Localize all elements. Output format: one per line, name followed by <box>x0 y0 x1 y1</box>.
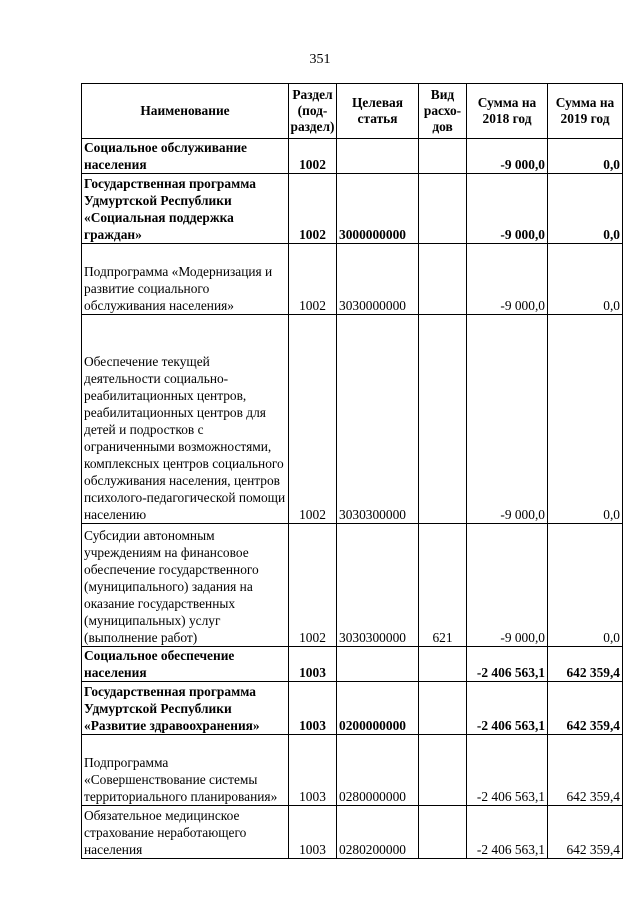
row-sum-2019: 642 359,4 <box>548 806 623 859</box>
row-type <box>419 647 467 682</box>
row-name: Государственная программа Удмуртской Республики «Развитие здравоохранения» <box>82 682 289 735</box>
row-section: 1002 <box>289 139 337 174</box>
budget-table <box>81 83 623 859</box>
row-type <box>419 735 467 806</box>
row-sum-2019: 642 359,4 <box>548 735 623 806</box>
table-row <box>82 174 623 244</box>
row-type <box>419 244 467 315</box>
row-target: 0280000000 <box>337 735 419 806</box>
row-name: Социальное обеспечение населения <box>82 647 289 682</box>
row-sum-2019: 642 359,4 <box>548 682 623 735</box>
row-sum-2019: 0,0 <box>548 524 623 647</box>
row-section: 1003 <box>289 682 337 735</box>
table-row <box>82 647 623 682</box>
row-target: 3030300000 <box>337 524 419 647</box>
row-sum-2018: -9 000,0 <box>467 174 548 244</box>
row-name: Социальное обслуживание населения <box>82 139 289 174</box>
row-sum-2019: 0,0 <box>548 244 623 315</box>
row-sum-2018: -9 000,0 <box>467 524 548 647</box>
row-sum-2018: -2 406 563,1 <box>467 735 548 806</box>
row-name: Подпрограмма «Модернизация и развитие социального обслуживания населения» <box>82 244 289 315</box>
header-name: Наименование <box>82 84 289 139</box>
row-target: 3000000000 <box>337 174 419 244</box>
row-type <box>419 174 467 244</box>
row-target: 0200000000 <box>337 682 419 735</box>
row-name: Обязательное медицинское страхование неработающего населения <box>82 806 289 859</box>
row-sum-2018: -2 406 563,1 <box>467 682 548 735</box>
row-section: 1003 <box>289 735 337 806</box>
row-type <box>419 139 467 174</box>
row-type: 621 <box>419 524 467 647</box>
header-row <box>82 84 623 139</box>
row-section: 1002 <box>289 315 337 524</box>
row-name: Обеспечение текущей деятельности социально-реабилитационных центров, реабилитационных центров для детей и подростков с ограниченными возможностями, комплексных центров социального обслуживания населения, центров психолого-педагогической помощи населению <box>82 315 289 524</box>
row-target <box>337 139 419 174</box>
row-section: 1002 <box>289 524 337 647</box>
row-section: 1002 <box>289 244 337 315</box>
header-sum-2019: Сумма на 2019 год <box>548 84 623 139</box>
row-section: 1002 <box>289 174 337 244</box>
row-target <box>337 647 419 682</box>
table-row <box>82 735 623 806</box>
table-row <box>82 244 623 315</box>
row-sum-2018: -9 000,0 <box>467 139 548 174</box>
row-type <box>419 806 467 859</box>
row-section: 1003 <box>289 806 337 859</box>
row-sum-2019: 0,0 <box>548 315 623 524</box>
table-row <box>82 315 623 524</box>
row-type <box>419 682 467 735</box>
row-sum-2018: -2 406 563,1 <box>467 806 548 859</box>
row-target: 0280200000 <box>337 806 419 859</box>
row-sum-2018: -9 000,0 <box>467 315 548 524</box>
row-sum-2019: 642 359,4 <box>548 647 623 682</box>
header-section: Раздел (под-раздел) <box>289 84 337 139</box>
row-name: Государственная программа Удмуртской Республики «Социальная поддержка граждан» <box>82 174 289 244</box>
row-name: Субсидии автономным учреждениям на финансовое обеспечение государственного (муниципального) задания на оказание государственных (муниципальных) услуг (выполнение работ) <box>82 524 289 647</box>
table-row <box>82 139 623 174</box>
row-section: 1003 <box>289 647 337 682</box>
row-target: 3030000000 <box>337 244 419 315</box>
header-target: Целевая статья <box>337 84 419 139</box>
row-target: 3030300000 <box>337 315 419 524</box>
row-sum-2018: -2 406 563,1 <box>467 647 548 682</box>
row-sum-2019: 0,0 <box>548 174 623 244</box>
row-sum-2019: 0,0 <box>548 139 623 174</box>
row-sum-2018: -9 000,0 <box>467 244 548 315</box>
table-row <box>82 806 623 859</box>
row-name: Подпрограмма «Совершенствование системы территориального планирования» <box>82 735 289 806</box>
table-row <box>82 524 623 647</box>
header-type: Вид расхо-дов <box>419 84 467 139</box>
header-sum-2018: Сумма на 2018 год <box>467 84 548 139</box>
row-type <box>419 315 467 524</box>
page-number: 351 <box>309 52 331 67</box>
table-row <box>82 682 623 735</box>
